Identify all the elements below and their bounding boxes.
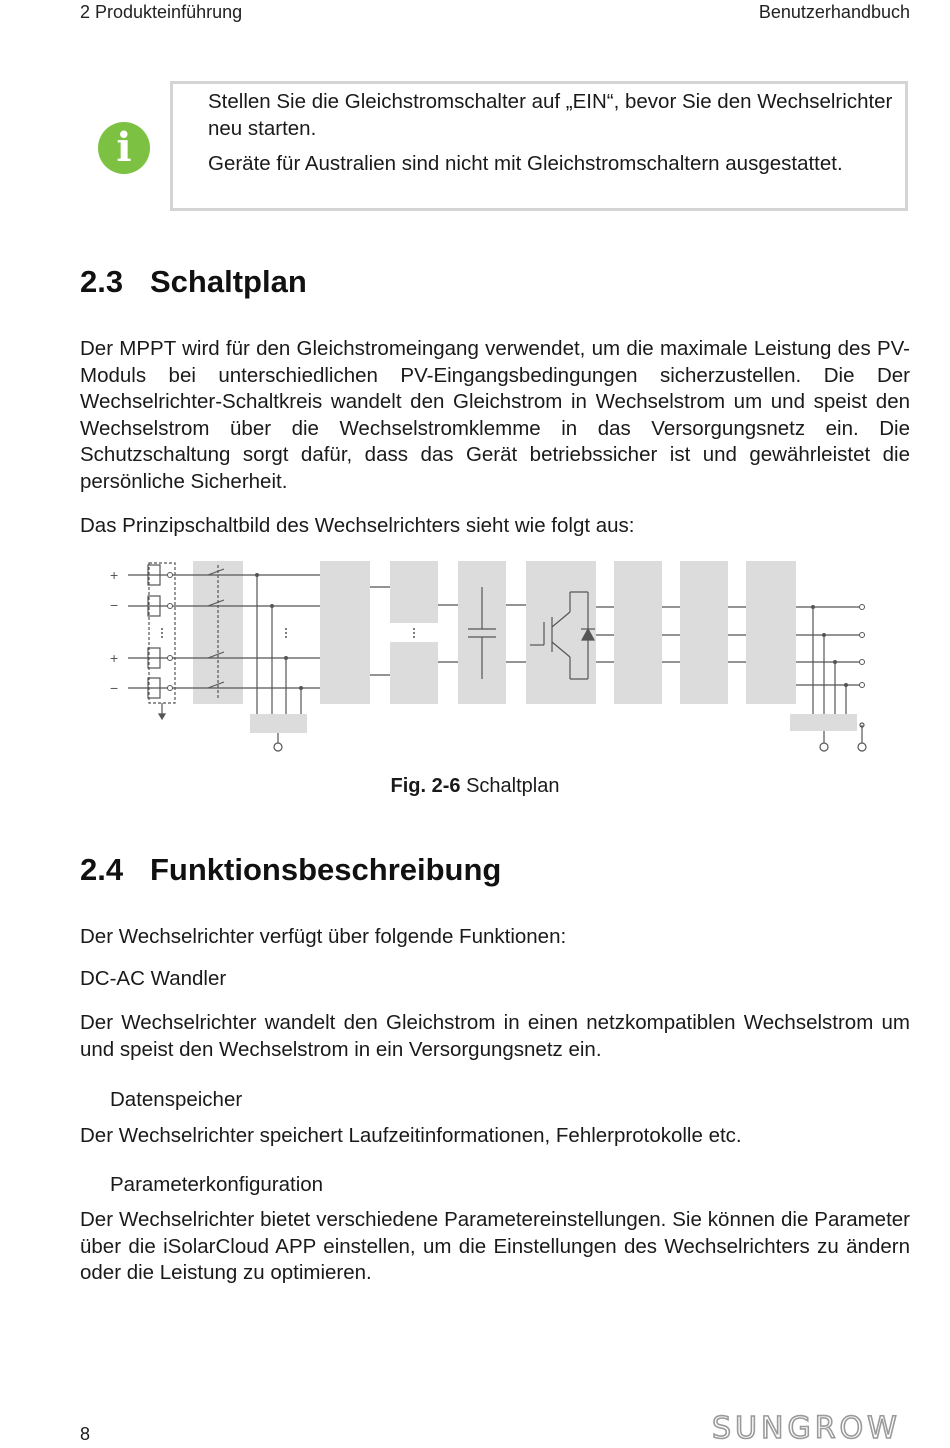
function-text-datenspeicher: Der Wechselrichter speichert Laufzeitinformationen, Fehlerprotokolle etc. <box>80 1124 742 1147</box>
dc-link-block <box>458 561 506 704</box>
ac-relay-block <box>680 561 728 704</box>
mppt-block-lower <box>390 642 438 704</box>
circuit-diagram-svg <box>100 557 880 757</box>
mppt-block-upper <box>390 561 438 623</box>
section-number: 2.3 <box>80 264 124 299</box>
ac-output-block <box>746 561 796 704</box>
note-box <box>170 81 908 211</box>
figure-label: Fig. 2-6 <box>390 775 461 797</box>
section-title: Funktionsbeschreibung <box>150 852 502 887</box>
section-title: Schaltplan <box>150 264 307 299</box>
ac-filter-block <box>614 561 662 704</box>
running-header-title: Benutzerhandbuch <box>758 2 910 22</box>
functions-intro: Der Wechselrichter verfügt über folgende Funktionen: <box>80 925 567 948</box>
paragraph-diagram-intro: Das Prinzipschaltbild des Wechselrichters sieht wie folgt aus: <box>80 514 635 537</box>
terminal-plus-label: + <box>110 567 119 583</box>
note-text-restart: Stellen Sie die Gleichstromschalter auf „EIN“, bevor Sie den Wechselrichter neu starten. <box>208 90 893 140</box>
section-heading-schaltplan <box>80 264 307 300</box>
running-header-chapter: 2 Produkteinführung <box>80 2 243 22</box>
circuit-diagram <box>100 557 880 762</box>
section-heading-funktionsbeschreibung <box>80 852 501 888</box>
page-number: 8 <box>80 1424 91 1444</box>
spd-dc-block <box>250 714 307 733</box>
function-text-dc-ac: Der Wechselrichter wandelt den Gleichstrom in einen netzkompatiblen Wechselstrom um und speist den Wechselstrom in ein Versorgungsnetz ein. <box>80 1011 910 1061</box>
sungrow-logo: SUNGROW <box>712 1411 901 1446</box>
info-icon: i <box>98 122 150 174</box>
terminal-plus-label: + <box>110 650 119 666</box>
paragraph-mppt: Der MPPT wird für den Gleichstromeingang verwendet, um die maximale Leistung des PV-Moduls bei unterschiedlichen PV-Eingangsbedingungen sicherzustellen. Die Der Wechselrichter-Schaltkreis wandelt den Gleichstrom in Wechselstrom um und speist den Wechselstrom über die Wechselstromklemme in das Versorgungsnetz ein. Die Schutzschaltung sorgt dafür, dass das Gerät betriebssicher ist und gewährleistet die persönliche Sicherheit. <box>80 337 910 493</box>
section-number: 2.4 <box>80 852 124 887</box>
function-text-parameterkonfiguration: Der Wechselrichter bietet verschiedene Parametereinstellungen. Sie können die Parameter über die iSolarCloud APP einstellen, um die Einstellungen des Wechselrichters zu ändern oder die Leistung zu optimieren. <box>80 1208 910 1285</box>
emi-filter-block <box>320 561 370 704</box>
figure-caption-text: Schaltplan <box>466 775 560 797</box>
function-title-parameterkonfiguration: Parameterkonfiguration <box>110 1173 324 1196</box>
spd-ac-block <box>790 714 857 731</box>
terminal-minus-label: − <box>110 597 119 613</box>
note-text-australia: Geräte für Australien sind nicht mit Gleichstromschaltern ausgestattet. <box>208 152 843 175</box>
function-title-datenspeicher: Datenspeicher <box>110 1088 243 1111</box>
figure-caption <box>0 775 950 798</box>
terminal-minus-label: − <box>110 680 119 696</box>
function-title-dc-ac: DC-AC Wandler <box>80 967 227 990</box>
